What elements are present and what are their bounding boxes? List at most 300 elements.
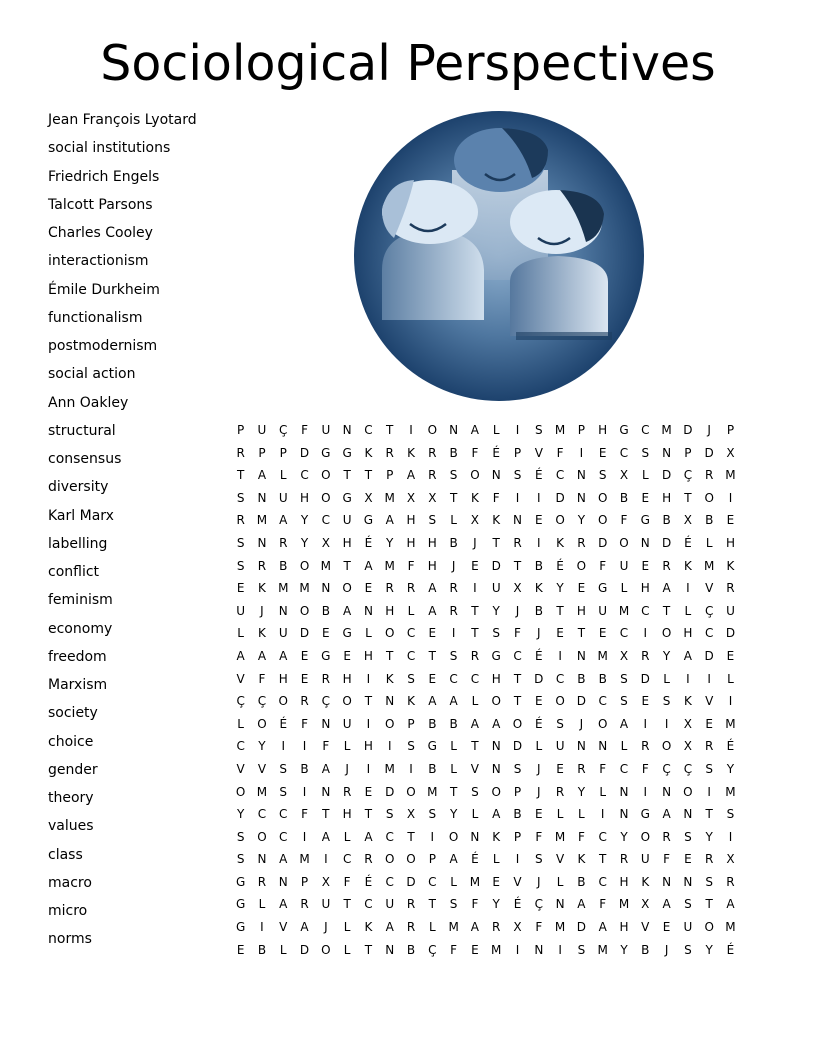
grid-letter: X bbox=[321, 874, 330, 889]
grid-letter: H bbox=[300, 490, 310, 505]
grid-letter: E bbox=[598, 626, 607, 641]
grid-row bbox=[230, 510, 741, 533]
grid-letter: M bbox=[725, 920, 736, 935]
grid-letter: K bbox=[492, 513, 501, 528]
grid-letter: S bbox=[279, 761, 288, 776]
grid-letter: I bbox=[409, 761, 413, 776]
grid-letter: R bbox=[662, 829, 671, 844]
grid-letter: I bbox=[515, 852, 520, 867]
word-list bbox=[48, 110, 228, 958]
grid-letter: C bbox=[385, 829, 394, 844]
grid-letter: I bbox=[451, 626, 456, 641]
grid-letter: H bbox=[427, 535, 437, 550]
grid-letter: O bbox=[555, 694, 565, 709]
grid-letter: N bbox=[683, 807, 693, 822]
grid-letter: G bbox=[427, 739, 437, 754]
grid-letter: I bbox=[579, 445, 584, 460]
grid-letter: S bbox=[236, 829, 245, 844]
grid-letter: I bbox=[537, 535, 541, 550]
grid-letter: E bbox=[300, 671, 309, 686]
grid-letter: R bbox=[726, 874, 735, 889]
grid-letter: O bbox=[597, 490, 608, 505]
grid-letter: S bbox=[513, 761, 522, 776]
grid-letter: Ç bbox=[534, 897, 543, 912]
grid-letter: O bbox=[470, 468, 480, 483]
grid-letter: X bbox=[619, 468, 629, 483]
grid-letter: R bbox=[449, 581, 458, 596]
grid-row bbox=[230, 759, 741, 782]
grid-letter: G bbox=[491, 648, 501, 663]
grid-letter: K bbox=[726, 558, 735, 573]
grid-letter: F bbox=[407, 558, 415, 573]
grid-letter: R bbox=[428, 468, 437, 483]
grid-letter: R bbox=[726, 581, 735, 596]
grid-letter: L bbox=[407, 603, 415, 618]
grid-letter: S bbox=[407, 671, 415, 686]
grid-letter: O bbox=[704, 490, 714, 505]
grid-letter: D bbox=[598, 535, 608, 550]
grid-letter: A bbox=[279, 513, 288, 528]
grid-letter: O bbox=[385, 852, 395, 867]
grid-letter: C bbox=[619, 445, 629, 460]
grid-letter: C bbox=[406, 648, 416, 663]
grid-letter: S bbox=[577, 942, 586, 957]
grid-letter: R bbox=[428, 445, 437, 460]
grid-letter: A bbox=[492, 807, 501, 822]
grid-letter: X bbox=[321, 535, 330, 550]
grid-row bbox=[230, 556, 741, 579]
grid-letter: B bbox=[279, 558, 288, 573]
grid-letter: J bbox=[579, 716, 584, 731]
grid-letter: O bbox=[427, 423, 438, 437]
grid-letter: D bbox=[555, 490, 565, 505]
grid-letter: D bbox=[299, 942, 310, 957]
grid-letter: O bbox=[491, 784, 501, 799]
grid-letter: J bbox=[260, 603, 264, 618]
grid-letter: N bbox=[576, 490, 586, 505]
grid-letter: J bbox=[537, 761, 541, 776]
grid-letter: Y bbox=[662, 648, 671, 663]
grid-letter: M bbox=[554, 423, 566, 437]
grid-letter: S bbox=[407, 739, 415, 754]
grid-letter: I bbox=[707, 671, 711, 686]
grid-letter: M bbox=[384, 761, 395, 776]
grid-letter: T bbox=[705, 807, 713, 822]
grid-letter: U bbox=[491, 581, 501, 596]
grid-row bbox=[230, 917, 741, 940]
grid-letter: D bbox=[299, 626, 310, 641]
grid-letter: É bbox=[726, 942, 735, 957]
grid-letter: F bbox=[301, 716, 308, 731]
grid-letter: O bbox=[406, 784, 416, 799]
grid-letter: I bbox=[260, 920, 264, 935]
grid-letter: Ç bbox=[662, 761, 671, 776]
grid-letter: T bbox=[343, 468, 351, 483]
grid-letter: M bbox=[491, 942, 502, 957]
grid-letter: P bbox=[428, 852, 436, 867]
grid-letter: O bbox=[278, 694, 288, 709]
grid-row bbox=[230, 691, 741, 714]
grid-row bbox=[230, 736, 741, 759]
grid-row bbox=[230, 827, 741, 850]
grid-letter: V bbox=[236, 761, 245, 776]
grid-letter: B bbox=[449, 535, 458, 550]
grid-letter: F bbox=[343, 874, 351, 889]
grid-letter: E bbox=[236, 581, 245, 596]
grid-letter: N bbox=[470, 829, 480, 844]
grid-letter: M bbox=[278, 581, 289, 596]
grid-letter: F bbox=[599, 558, 607, 573]
grid-letter: D bbox=[385, 784, 395, 799]
grid-letter: G bbox=[363, 513, 374, 528]
grid-letter: F bbox=[471, 897, 479, 912]
grid-letter: M bbox=[469, 874, 481, 889]
grid-row bbox=[230, 714, 741, 737]
grid-letter: B bbox=[534, 603, 543, 618]
grid-letter: C bbox=[598, 694, 607, 709]
grid-letter: C bbox=[449, 671, 458, 686]
grid-letter: S bbox=[236, 852, 245, 867]
grid-letter: H bbox=[363, 648, 373, 663]
grid-letter: E bbox=[556, 626, 564, 641]
word-list-item: micro bbox=[48, 903, 88, 919]
grid-letter: V bbox=[641, 920, 650, 935]
word-list-item: Ann Oakley bbox=[48, 394, 129, 411]
grid-letter: K bbox=[556, 535, 565, 550]
word-list-item: values bbox=[48, 818, 94, 835]
grid-letter: Y bbox=[705, 829, 713, 844]
grid-letter: A bbox=[406, 468, 416, 483]
grid-letter: L bbox=[450, 874, 457, 889]
grid-letter: F bbox=[599, 897, 607, 912]
grid-letter: M bbox=[725, 468, 736, 483]
grid-letter: C bbox=[406, 626, 416, 641]
grid-letter: S bbox=[449, 468, 458, 483]
grid-row bbox=[230, 669, 741, 692]
grid-letter: F bbox=[301, 423, 308, 437]
grid-letter: Ç bbox=[279, 423, 288, 437]
grid-letter: É bbox=[364, 874, 373, 889]
grid-letter: H bbox=[342, 535, 352, 550]
grid-row bbox=[230, 623, 741, 646]
grid-letter: S bbox=[385, 807, 394, 822]
grid-letter: Ç bbox=[683, 468, 693, 483]
grid-letter: T bbox=[364, 807, 373, 822]
grid-letter: T bbox=[386, 648, 394, 663]
grid-letter: R bbox=[641, 739, 650, 754]
grid-letter: P bbox=[513, 784, 522, 799]
grid-letter: O bbox=[342, 581, 352, 596]
grid-letter: É bbox=[556, 558, 564, 573]
grid-letter: X bbox=[683, 716, 692, 731]
grid-letter: H bbox=[342, 807, 352, 822]
grid-letter: N bbox=[491, 739, 501, 754]
grid-letter: N bbox=[598, 739, 608, 754]
grid-letter: F bbox=[556, 445, 564, 460]
grid-letter: P bbox=[407, 716, 415, 731]
grid-letter: I bbox=[707, 784, 711, 799]
word-list-item: social institutions bbox=[48, 140, 171, 157]
grid-letter: M bbox=[320, 558, 332, 573]
grid-letter: T bbox=[428, 648, 436, 663]
grid-letter: H bbox=[427, 558, 437, 573]
grid-letter: F bbox=[471, 445, 479, 460]
grid-letter: A bbox=[428, 603, 437, 618]
grid-letter: Ç bbox=[321, 694, 331, 709]
grid-letter: S bbox=[236, 535, 245, 550]
grid-letter: O bbox=[555, 513, 565, 528]
grid-letter: N bbox=[619, 807, 629, 822]
grid-letter: A bbox=[428, 581, 437, 596]
grid-letter: N bbox=[683, 874, 693, 889]
grid-letter: I bbox=[515, 423, 520, 437]
grid-letter: B bbox=[662, 513, 671, 528]
grid-letter: S bbox=[684, 942, 692, 957]
word-list-item: Charles Cooley bbox=[48, 225, 153, 241]
grid-letter: K bbox=[407, 445, 415, 460]
grid-letter: I bbox=[281, 739, 286, 754]
grid-letter: É bbox=[726, 739, 735, 754]
grid-letter: G bbox=[321, 648, 331, 663]
grid-letter: É bbox=[535, 648, 543, 663]
grid-letter: L bbox=[535, 739, 543, 754]
grid-letter: S bbox=[705, 874, 713, 889]
grid-letter: I bbox=[302, 829, 307, 844]
grid-letter: R bbox=[577, 535, 586, 550]
grid-letter: P bbox=[279, 445, 287, 460]
word-list-item: norms bbox=[48, 931, 92, 948]
grid-letter: I bbox=[537, 490, 541, 505]
grid-letter: B bbox=[406, 942, 416, 957]
grid-row bbox=[230, 894, 741, 917]
grid-letter: R bbox=[257, 558, 267, 573]
grid-letter: T bbox=[407, 829, 415, 844]
grid-letter: C bbox=[279, 829, 288, 844]
grid-letter: H bbox=[619, 874, 629, 889]
grid-letter: I bbox=[302, 739, 307, 754]
grid-letter: K bbox=[683, 558, 692, 573]
grid-letter: J bbox=[537, 626, 541, 641]
grid-letter: A bbox=[257, 648, 267, 663]
grid-letter: A bbox=[236, 648, 245, 663]
grid-letter: A bbox=[343, 603, 352, 618]
grid-letter: Y bbox=[577, 513, 586, 528]
grid-letter: F bbox=[599, 761, 607, 776]
grid-letter: R bbox=[406, 920, 416, 935]
grid-letter: D bbox=[661, 468, 672, 483]
grid-letter: A bbox=[385, 513, 394, 528]
grid-letter: L bbox=[471, 694, 479, 709]
word-list-item: postmodernism bbox=[48, 338, 158, 354]
grid-letter: T bbox=[513, 694, 522, 709]
grid-letter: L bbox=[450, 739, 457, 754]
grid-letter: F bbox=[450, 942, 458, 957]
grid-letter: R bbox=[555, 784, 565, 799]
grid-letter: O bbox=[491, 694, 501, 709]
grid-letter: R bbox=[705, 852, 714, 867]
grid-letter: A bbox=[619, 716, 629, 731]
grid-letter: G bbox=[640, 807, 650, 822]
grid-letter: M bbox=[299, 852, 310, 867]
grid-letter: R bbox=[513, 535, 522, 550]
grid-letter: J bbox=[324, 920, 328, 935]
grid-letter: A bbox=[279, 897, 288, 912]
grid-letter: D bbox=[704, 648, 714, 663]
grid-letter: E bbox=[428, 626, 437, 641]
grid-letter: L bbox=[365, 626, 372, 641]
grid-letter: A bbox=[492, 716, 501, 731]
grid-letter: G bbox=[235, 920, 246, 935]
grid-row bbox=[230, 533, 741, 556]
grid-letter: C bbox=[470, 671, 480, 686]
grid-letter: C bbox=[279, 807, 288, 822]
word-list-item: structural bbox=[48, 422, 116, 439]
grid-letter: K bbox=[258, 626, 266, 641]
grid-letter: B bbox=[513, 807, 522, 822]
grid-row bbox=[230, 804, 741, 827]
grid-letter: O bbox=[385, 716, 395, 731]
grid-letter: M bbox=[725, 716, 736, 731]
grid-letter: X bbox=[470, 513, 480, 528]
grid-row bbox=[230, 782, 741, 805]
grid-letter: C bbox=[364, 423, 373, 437]
grid-letter: E bbox=[641, 558, 650, 573]
grid-letter: H bbox=[278, 671, 288, 686]
grid-letter: C bbox=[704, 626, 714, 641]
grid-letter: G bbox=[598, 581, 608, 596]
grid-letter: T bbox=[386, 423, 394, 437]
grid-letter: D bbox=[576, 694, 587, 709]
grid-row bbox=[230, 578, 741, 601]
grid-letter: L bbox=[727, 671, 734, 686]
grid-letter: X bbox=[726, 445, 735, 460]
grid-letter: C bbox=[364, 897, 373, 912]
grid-letter: R bbox=[662, 558, 671, 573]
grid-letter: T bbox=[364, 942, 373, 957]
grid-letter: U bbox=[278, 626, 288, 641]
grid-letter: K bbox=[470, 490, 479, 505]
grid-letter: O bbox=[299, 558, 310, 573]
grid-letter: F bbox=[620, 513, 628, 528]
grid-letter: N bbox=[257, 852, 267, 867]
grid-letter: T bbox=[471, 739, 479, 754]
grid-letter: U bbox=[278, 490, 288, 505]
grid-letter: A bbox=[449, 694, 458, 709]
grid-letter: Y bbox=[386, 535, 394, 550]
grid-letter: E bbox=[705, 716, 713, 731]
grid-letter: N bbox=[576, 739, 586, 754]
grid-letter: O bbox=[321, 942, 331, 957]
grid-letter: H bbox=[576, 603, 586, 618]
grid-letter: N bbox=[385, 694, 395, 709]
grid-letter: S bbox=[598, 468, 607, 483]
grid-letter: Y bbox=[492, 603, 500, 618]
grid-letter: G bbox=[235, 874, 246, 889]
grid-letter: I bbox=[515, 942, 520, 957]
grid-letter: É bbox=[535, 716, 543, 731]
grid-letter: H bbox=[725, 535, 735, 550]
grid-letter: O bbox=[683, 784, 693, 799]
grid-letter: D bbox=[576, 920, 587, 935]
grid-letter: T bbox=[577, 626, 586, 641]
grid-letter: E bbox=[535, 694, 543, 709]
grid-letter: V bbox=[534, 445, 543, 460]
grid-letter: V bbox=[279, 920, 288, 935]
grid-letter: M bbox=[299, 581, 310, 596]
grid-letter: R bbox=[279, 535, 288, 550]
grid-letter: Ç bbox=[683, 761, 693, 776]
grid-letter: D bbox=[512, 739, 523, 754]
grid-letter: J bbox=[473, 535, 477, 550]
grid-letter: L bbox=[641, 468, 649, 483]
grid-letter: U bbox=[342, 716, 352, 731]
grid-letter: V bbox=[513, 874, 522, 889]
grid-letter: É bbox=[492, 445, 500, 460]
grid-letter: T bbox=[662, 603, 671, 618]
grid-letter: J bbox=[537, 874, 541, 889]
grid-letter: K bbox=[492, 829, 501, 844]
grid-letter: U bbox=[619, 558, 629, 573]
word-list-item: social action bbox=[48, 366, 136, 383]
grid-letter: Y bbox=[726, 761, 735, 776]
grid-letter: T bbox=[322, 807, 330, 822]
grid-letter: N bbox=[385, 942, 395, 957]
grid-letter: R bbox=[321, 671, 330, 686]
grid-letter: H bbox=[598, 423, 608, 437]
grid-letter: T bbox=[492, 535, 500, 550]
grid-letter: E bbox=[641, 490, 650, 505]
grid-letter: N bbox=[662, 445, 672, 460]
grid-letter: I bbox=[686, 581, 690, 596]
grid-letter: L bbox=[279, 942, 287, 957]
grid-letter: N bbox=[619, 784, 629, 799]
grid-letter: R bbox=[449, 603, 458, 618]
grid-letter: L bbox=[237, 716, 244, 731]
grid-letter: P bbox=[513, 829, 522, 844]
grid-letter: M bbox=[597, 648, 608, 663]
grid-letter: N bbox=[321, 784, 331, 799]
grid-letter: E bbox=[236, 942, 245, 957]
grid-letter: L bbox=[258, 897, 266, 912]
grid-letter: S bbox=[684, 897, 692, 912]
grid-letter: H bbox=[406, 535, 416, 550]
grid-letter: N bbox=[321, 581, 331, 596]
grid-letter: U bbox=[321, 423, 331, 437]
grid-letter: A bbox=[321, 829, 330, 844]
grid-letter: I bbox=[728, 694, 733, 709]
grid-letter: L bbox=[578, 807, 585, 822]
grid-letter: Ç bbox=[257, 694, 267, 709]
grid-letter: K bbox=[534, 581, 543, 596]
grid-letter: B bbox=[428, 716, 437, 731]
grid-letter: G bbox=[235, 897, 246, 912]
grid-letter: N bbox=[513, 513, 522, 528]
word-list-item: economy bbox=[48, 620, 113, 637]
grid-letter: N bbox=[449, 423, 459, 437]
grid-letter: I bbox=[643, 626, 648, 641]
grid-letter: U bbox=[683, 920, 693, 935]
word-list-item: society bbox=[48, 705, 98, 722]
grid-letter: T bbox=[556, 603, 564, 618]
grid-letter: M bbox=[618, 897, 630, 912]
grid-letter: M bbox=[256, 513, 268, 528]
grid-letter: A bbox=[428, 694, 437, 709]
grid-letter: R bbox=[406, 897, 416, 912]
grid-letter: D bbox=[704, 445, 714, 460]
grid-letter: O bbox=[619, 535, 629, 550]
grid-letter: É bbox=[535, 468, 543, 483]
grid-letter: Y bbox=[492, 897, 500, 912]
